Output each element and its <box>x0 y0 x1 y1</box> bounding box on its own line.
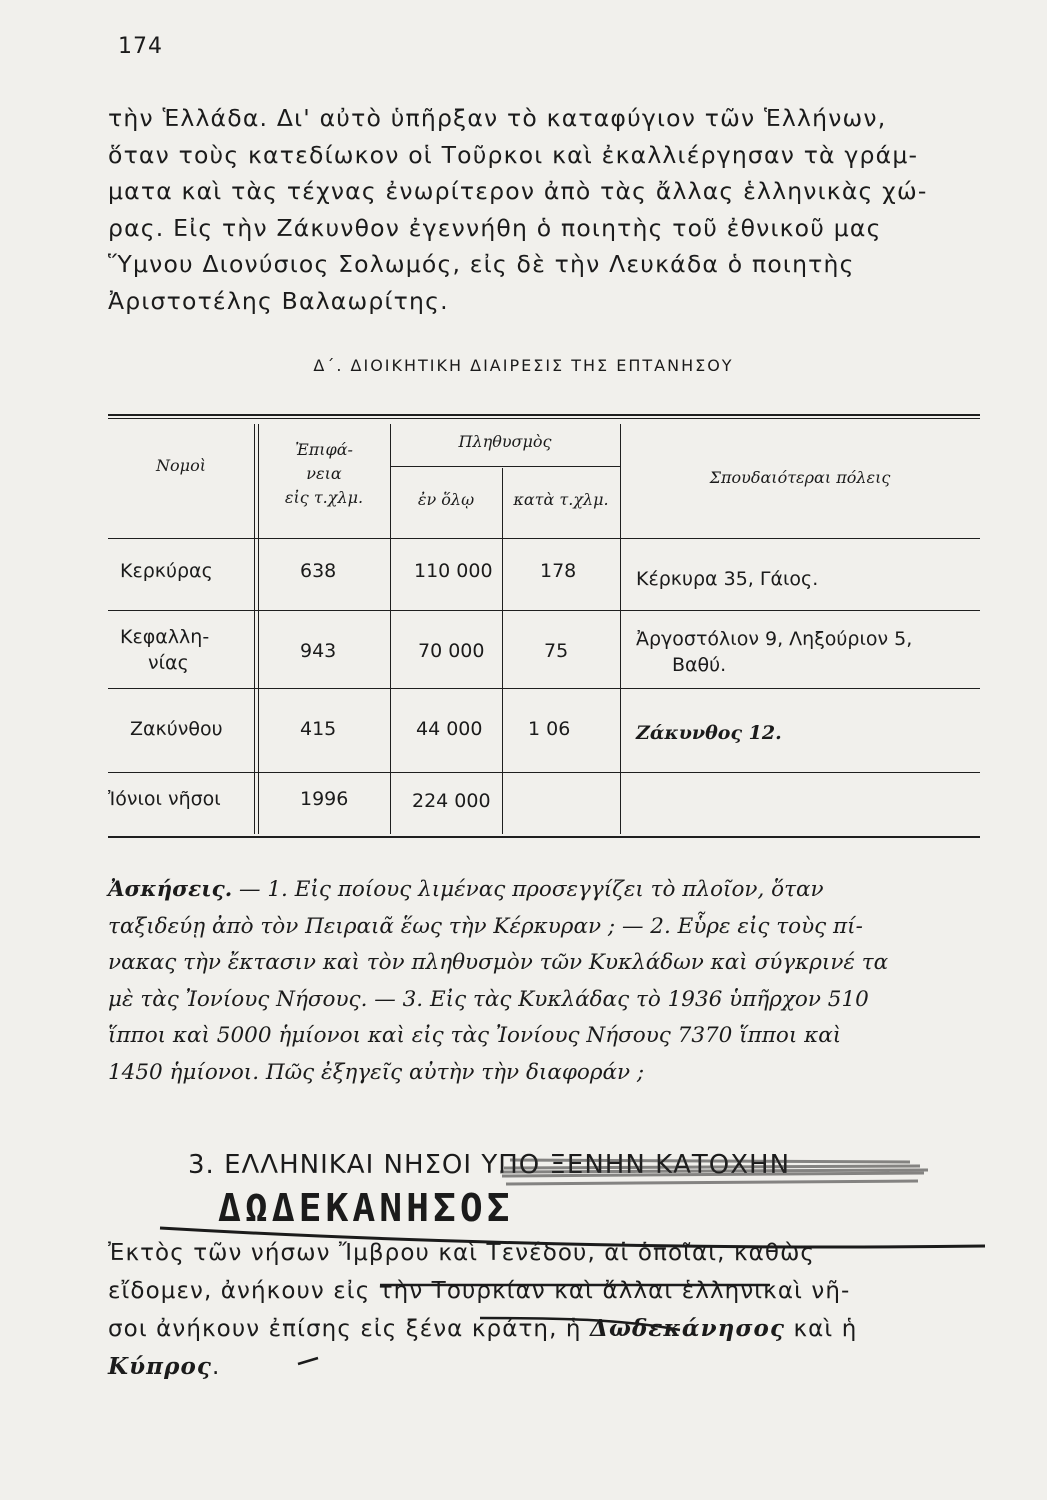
row-population: 224 000 <box>412 790 491 812</box>
column-divider <box>258 424 259 834</box>
row-name: Ἰόνιοι νῆσοι <box>108 788 221 810</box>
header-area-line1: Ἐπιφά- <box>295 440 353 459</box>
exercises-label: Ἀσκήσεις. <box>108 877 233 902</box>
row-area: 415 <box>300 718 337 740</box>
column-divider <box>502 468 503 834</box>
row-area: 943 <box>300 640 337 662</box>
table-bottom-rule <box>108 836 980 838</box>
intro-line: Ὕμνου Διονύσιος Σολωμός, εἰς δὲ τὴν Λευκάδα ὁ ποιητὴς <box>108 250 855 278</box>
intro-line: ὅταν τοὺς κατεδίωκον οἱ Τοῦρκοι καὶ ἐκαλλιέργησαν τὰ γράμ- <box>108 140 919 169</box>
header-cities: Σπουδαιότεραι πόλεις <box>709 468 891 487</box>
main-city: Ζάκυνθος 12. <box>636 722 782 744</box>
row-name: Κερκύρας <box>120 560 213 582</box>
header-area-line3: εἰς τ.χλμ. <box>284 488 364 507</box>
emphasis-dodecanese: Δωδεκάνησος <box>590 1315 786 1342</box>
row-name-line2: νίας <box>148 652 189 674</box>
other-cities: , Ληξούριον 5, <box>777 628 913 650</box>
intro-line: ματα καὶ τὰς τέχνας ἐνωρίτερον ἀπὸ τὰς ἄλλας ἑλληνικὰς χώ- <box>108 177 928 205</box>
row-name-line1: Κεφαλλη- <box>120 626 210 648</box>
exercise-line: ἵπποι καὶ 5000 ἡμίονοι καὶ εἰς τὰς Ἰονίους Νήσους 7370 ἵπποι καὶ <box>108 1023 842 1048</box>
pen-scribble-mark <box>500 1146 930 1196</box>
row-name: Ζακύνθου <box>130 718 223 740</box>
row-population: 44 000 <box>416 718 483 740</box>
closing-paragraph <box>108 1234 988 1386</box>
header-pop-density: κατὰ τ.χλμ. <box>513 490 609 509</box>
handwritten-note: ΔΩΔΕΚΑΝΗΣΟΣ <box>218 1186 514 1230</box>
header-pop-total: ἐν ὅλῳ <box>417 490 475 509</box>
exercise-line: νακας τὴν ἔκτασιν καὶ τὸν πληθυσμὸν τῶν Κυκλάδων καὶ σύγκρινέ τα <box>108 950 889 975</box>
intro-line: ρας. Εἰς τὴν Ζάκυνθον ἐγεννήθη ὁ ποιητὴς τοῦ ἐθνικοῦ μας <box>108 213 882 242</box>
page-number: 174 <box>118 34 163 59</box>
closing-line: εἴδομεν, ἀνήκουν εἰς τὴν Τουρκίαν καὶ ἄλλαι ἑλληνικαὶ νῆ- <box>108 1278 851 1304</box>
exercise-line: ταξιδεύῃ ἀπὸ τὸν Πειραιᾶ ἕως τὴν Κέρκυραν ; — 2. Εὗρε εἰς τοὺς πί- <box>108 913 863 939</box>
column-divider <box>390 424 391 834</box>
exercise-line: Ἀσκήσεις. — 1. Εἰς ποίους λιμένας προσεγγίζει τὸ πλοῖον, ὅταν <box>108 877 824 902</box>
row-rule <box>108 610 980 611</box>
header-nomoi: Νομοὶ <box>156 456 206 475</box>
table-top-rule-thin <box>108 418 980 419</box>
row-rule <box>108 772 980 773</box>
population-split-rule <box>390 466 620 467</box>
row-rule <box>108 688 980 689</box>
closing-line: Κύπρος. <box>108 1353 221 1380</box>
administrative-table <box>108 414 980 840</box>
row-area: 1996 <box>300 788 349 810</box>
intro-line: Ἀριστοτέλης Βαλαωρίτης. <box>108 286 449 315</box>
table-top-rule <box>108 414 980 416</box>
main-city: Ἀργοστόλιον 9 <box>636 628 778 650</box>
intro-paragraph <box>108 100 988 319</box>
main-city: Κέρκυρα 35 <box>636 568 748 590</box>
closing-line: Ἐκτὸς τῶν νήσων Ἴμβρου καὶ Τενέδου, αἱ ὁποῖαι, καθὼς <box>108 1240 816 1266</box>
row-population: 70 000 <box>418 640 485 662</box>
exercise-line: μὲ τὰς Ἰονίους Νήσους. — 3. Εἰς τὰς Κυκλάδας τὸ 1936 ὑπῆρχον 510 <box>108 986 869 1012</box>
header-population: Πληθυσμὸς <box>458 432 552 451</box>
row-density: 178 <box>540 560 577 582</box>
section-heading: Δ΄. ΔΙΟΙΚΗΤΙΚΗ ΔΙΑΙΡΕΣΙΣ ΤΗΣ ΕΠΤΑΝΗΣΟΥ <box>313 356 734 375</box>
header-bottom-rule <box>108 538 980 539</box>
row-cities-line2: Βαθύ. <box>672 654 727 676</box>
header-area-line2: νεια <box>306 464 342 483</box>
row-cities <box>636 568 818 590</box>
intro-line: τὴν Ἑλλάδα. Δι' αὐτὸ ὑπῆρξαν τὸ καταφύγιον τῶν Ἑλλήνων, <box>108 104 887 132</box>
row-density: 75 <box>544 640 569 662</box>
row-density: 1 06 <box>528 718 571 740</box>
row-area: 638 <box>300 560 337 582</box>
row-population: 110 000 <box>414 560 493 582</box>
other-cities: , Γάιος. <box>747 568 819 590</box>
closing-line: σοι ἀνήκουν ἐπίσης εἰς ξένα κράτη, ἡ Δωδεκάνησος καὶ ἡ <box>108 1315 858 1342</box>
column-divider <box>254 424 255 834</box>
exercises-paragraph <box>108 872 980 1091</box>
emphasis-cyprus: Κύπρος <box>108 1353 213 1380</box>
exercise-line: 1450 ἡμίονοι. Πῶς ἐξηγεῖς αὐτὴν τὴν διαφοράν ; <box>108 1059 645 1085</box>
chapter-heading: 3. ΕΛΛΗΝΙΚΑΙ ΝΗΣΟΙ ΥΠΟ ΞΕΝΗΝ ΚΑΤΟΧΗΝ <box>188 1150 791 1180</box>
row-cities <box>636 628 912 650</box>
